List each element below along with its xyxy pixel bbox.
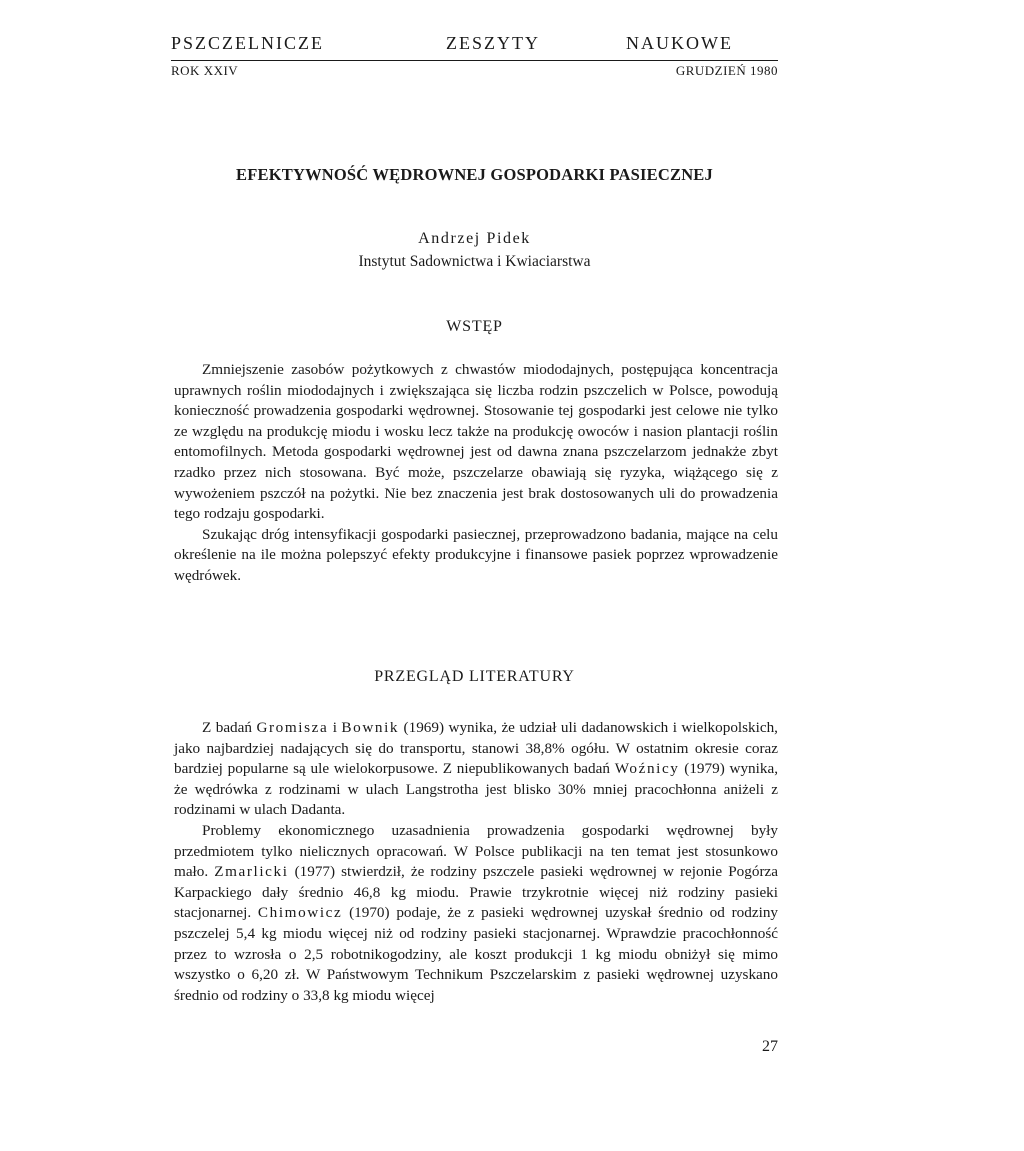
date-label: GRUDZIEŃ 1980 <box>675 63 778 78</box>
journal-word-1: PSZCZELNICZE <box>171 33 324 53</box>
page-number: 27 <box>762 1038 778 1055</box>
cited-author: Woźnicy <box>614 760 680 778</box>
cited-author: Gromisza <box>256 719 329 736</box>
cited-author: Bownik <box>341 719 400 736</box>
section-heading-introduction: WSTĘP <box>446 318 503 335</box>
paragraph <box>174 821 778 1006</box>
paragraph <box>174 360 778 525</box>
cited-author: Zmarlicki <box>214 863 289 881</box>
paragraph <box>174 718 778 821</box>
paragraph-text: Szukając dróg intensyfikacji gospodarki pasiecznej, przeprowadzono badania, mające na celu określenie na ile można polepszyć efekty produkcyjne i finansowe pasiek poprzez wprowadzenie wędrówek. <box>174 525 778 584</box>
section-heading-literature-review: PRZEGLĄD LITERATURY <box>374 668 575 685</box>
paragraph <box>174 525 778 587</box>
paragraph-text: (1969) wynika, że udział uli dadanowskich i wielkopolskich, jako najbardziej nadających się do transportu, stanowi 38,8% ogółu. W ostatnim okresie coraz bardziej popularne są ule wielokorpusowe. Z niepublikowanych badań <box>174 719 778 778</box>
journal-word-2: ZESZYTY <box>446 33 540 53</box>
header-rule <box>171 60 778 61</box>
year-label: ROK XXIV <box>171 63 239 78</box>
author-affiliation: Instytut Sadownictwa i Kwiaciarstwa <box>358 253 591 270</box>
paragraph-text: Zmniejszenie zasobów pożytkowych z chwastów miododajnych, postępująca koncentracja uprawnych roślin miododajnych i zwiększająca się liczba rodzin pszczelich w Polsce, powodują konieczność prowadzenia gospodarki wędrownej. Stosowanie tej gospodarki jest celowe nie tylko ze względu na produkcję miodu i wosku lecz także na produkcję owoców i nasion plantacji roślin entomofilnych. Metoda gospodarki wędrownej jest od dawna znana pszczelarzom jednakże zbyt rzadko przez nich stosowana. Być może, pszczelarze obawiają się ryzyka, wiążącego się z wywożeniem pszczół na pożytki. Nie bez znaczenia jest brak dostosowanych uli do prowadzenia tego rodzaju gospodarki. <box>174 361 778 523</box>
section-body-literature-review <box>174 718 778 1006</box>
paragraph-text: (1979) wynika, że wędrówka z rodzinami w ulach Langstrotha jest blisko 30% mniej pracochłonna aniżeli z rodzinami w ulach Dadanta. <box>174 760 778 819</box>
paragraph-text: Problemy ekonomicznego uzasadnienia prowadzenia gospodarki wędrownej były przedmiotem tylko nielicznych opracowań. W Polsce publikacji na ten temat jest stosunkowo mało. <box>174 821 778 881</box>
paragraph-text: (1977) stwierdził, że rodziny pszczele pasieki wędrownej w rejonie Pogórza Karpackiego dały średnio 46,8 kg miodu. Prawie trzykrotnie więcej niż rodziny pasieki stacjonarnej. <box>174 863 778 922</box>
issue-line <box>171 63 778 79</box>
paragraph-text: i <box>328 719 342 736</box>
paragraph-text: Z badań <box>202 719 257 736</box>
article-title: EFEKTYWNOŚĆ WĘDROWNEJ GOSPODARKI PASIECZNEJ <box>236 165 713 184</box>
paragraph-text: (1970) podaje, że z pasieki wędrownej uzyskał średnio od rodziny pszczelej 5,4 kg miodu więcej niż od rodziny pasieki stacjonarnej. Wprawdzie pracochłonność przez to wzrosła o 2,5 robotnikogodziny, ale koszt produkcji 1 kg miodu obniżył się mimo wszystko o 6,20 zł. W Państwowym Technikum Pszczelarskim z pasieki wędrownej uzyskano średnio od rodziny o 33,8 kg miodu więcej <box>174 904 779 1004</box>
section-body-introduction <box>174 360 778 587</box>
cited-author: Chimowicz <box>257 904 343 922</box>
journal-word-3: NAUKOWE <box>626 33 733 53</box>
journal-name <box>171 33 778 54</box>
article-author: Andrzej Pidek <box>418 230 531 247</box>
